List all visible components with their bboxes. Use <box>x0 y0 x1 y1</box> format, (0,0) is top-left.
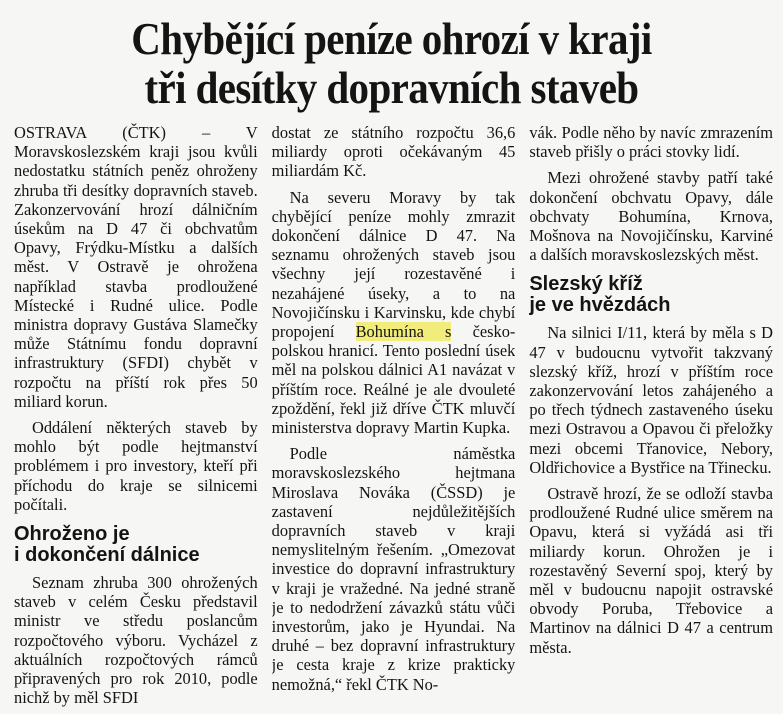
highlighted-text: Bohumína s <box>355 322 452 342</box>
body-paragraph: dostat ze státního rozpočtu 36,6 miliardy oproti očekávaným 45 miliardám Kč. <box>271 123 516 181</box>
body-paragraph: vák. Podle něho by navíc zmrazením staveb přišly o práci stovky lidí. <box>529 123 774 162</box>
article-columns <box>14 123 773 714</box>
subheading-slezsky-kriz <box>529 274 773 316</box>
body-paragraph: Mezi ohrožené stavby patří také dokončení obchvatu Opavy, dále obchvaty Bohumína, Krnova, Mošnova na Novojičínsku, Karviné a dalších moravskoslezských měst. <box>529 168 774 265</box>
text-span: Na severu Moravy by tak chybějící peníze mohly zmrazit dokončení dálnice D 47. Na seznamu ohrožených staveb jsou všechny její rozestavěné i nezahájené úseky, a to na Novojičínsku i Karvinsku, kde chybí propojení <box>271 187 516 342</box>
headline-line-2: tři desítky dopravních staveb <box>144 61 639 114</box>
subheading-ohrozeno <box>14 524 258 566</box>
headline-line-1: Chybějící peníze ohrozí v kraji <box>131 12 652 64</box>
lead-paragraph: OSTRAVA (ČTK) – V Moravskoslezském kraji jsou kvůli nedostatku státních peněz ohroženy zhruba tři desítky dopravních staveb. Zakonzervování hrozí dálničním úsekům na D 47 či obchvatům Opavy, Frýdku-Místku a dalších měst. V Ostravě je ohrožena například stavba prodloužené Místecké i Rudné ulice. Podle ministra dopravy Gustáva Slamečky může Státnímu fondu dopravní infrastruktury (SFDI) chybět v rozpočtu na příští rok přes 50 miliard korun. <box>14 123 258 411</box>
column-2 <box>272 123 516 714</box>
subheading-line: i dokončení dálnice <box>14 544 200 567</box>
subheading-line: Ohroženo je <box>14 523 130 546</box>
subheading-line: je ve hvězdách <box>529 294 671 317</box>
column-1 <box>14 123 258 714</box>
article-headline <box>10 0 773 112</box>
body-paragraph: Podle náměstka moravskoslezského hejtmana Miroslava Nováka (ČSSD) je zastavení nejdůležitějších dopravních staveb v kraji nemyslitelným řešením. „Omezovat investice do dopravní infrastruktury v kraji je vražedné. Na jedné straně je to nedodržení závazků státu vůči investorům, jako je Hyundai. Na druhé – bez dopravní infrastruktury je cesta kraje z krize prakticky nemožná,“ řekl ČTK No- <box>271 444 516 694</box>
body-paragraph: Na silnici I/11, která by měla s D 47 v budoucnu vytvořit takzvaný slezský kříž, hrozí v příštím roce zakonzervování letos zahájeného a po třech týdnech zastaveného úseku mezi Ostravou a Opavou či přeložky mezi obcemi Třanovice, Nebory, Oldřichovice a Bystřice na Třinecku. <box>529 323 774 477</box>
body-paragraph <box>272 188 516 438</box>
subheading-line: Slezský kříž <box>529 273 643 296</box>
body-paragraph: Oddálení některých staveb by mohlo být podle hejtmanství problémem i pro investory, kteří při příchodu do kraje se silnicemi počítali. <box>14 418 258 514</box>
body-paragraph: Ostravě hrozí, že se odloží stavba prodloužené Rudné ulice směrem na Opavu, která si vyžádá asi tři miliardy korun. Ohrožen je i rozestavěný Severní spoj, který by měl v budoucnu napojit ostravské obvody Poruba, Třebovice a Martinov na dálnici D 47 a centrum města. <box>529 484 774 657</box>
text-span: česko-polskou hranicí. Tento poslední úsek měl na polskou dálnici A1 navázat v příštím roce. Reálné je ale dvouleté zpoždění, řekl již dříve ČTK mluvčí ministerstva dopravy Martin Kupka. <box>271 322 516 438</box>
body-paragraph: Seznam zhruba 300 ohrožených staveb v celém Česku představil ministr ve středu poslancům rozpočtového výboru. Vycházel z aktuálních rozpočtových rámců připravených pro rok 2010, podle nichž by měl SFDI <box>14 573 258 708</box>
column-3 <box>529 123 773 714</box>
